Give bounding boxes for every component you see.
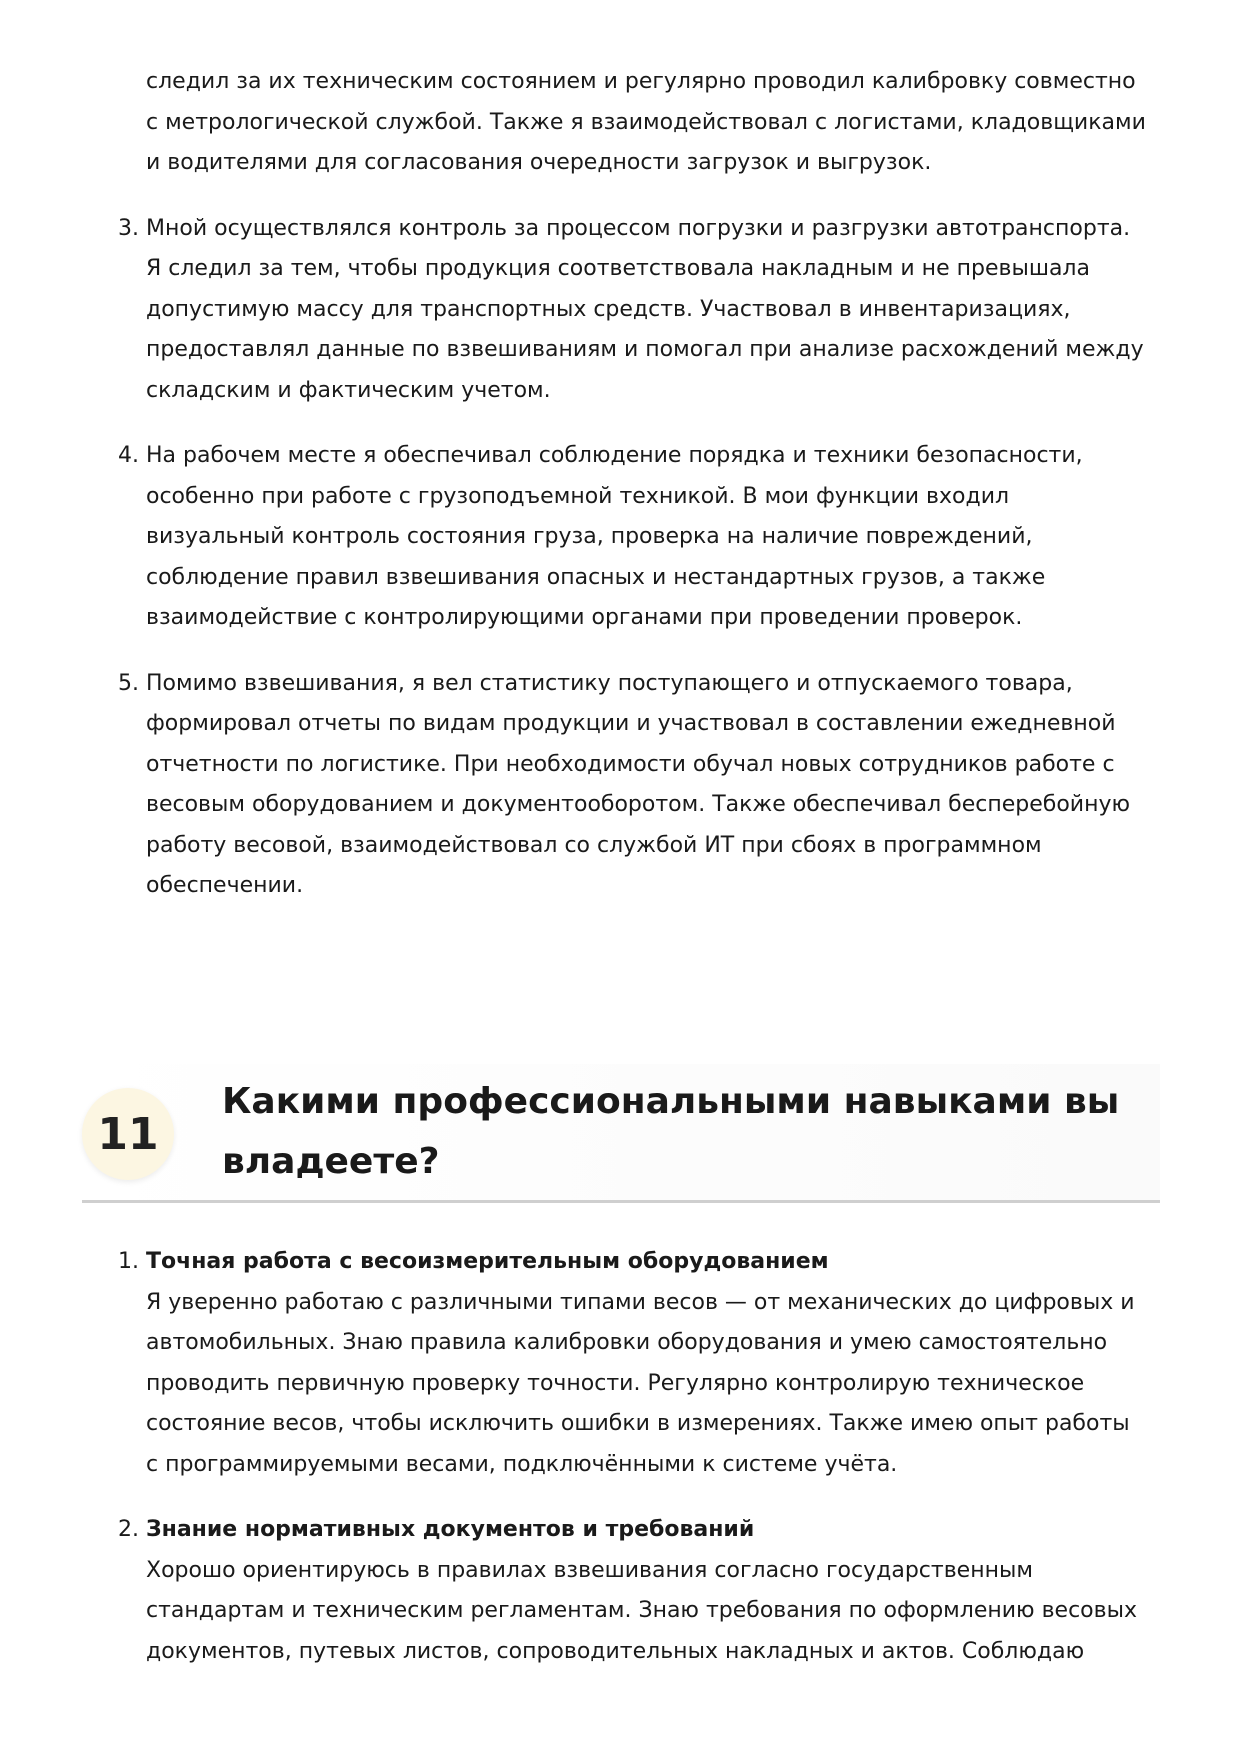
section-title: Какими профессиональными навыками вы владеете? xyxy=(222,1081,1120,1182)
list-item-number: 3. xyxy=(118,215,139,241)
section-number-badge: 11 xyxy=(82,1088,174,1180)
list-item xyxy=(0,209,1239,412)
list-item-title: Точная работа с весоизмерительным оборудованием xyxy=(146,1249,829,1274)
list-item-text: Я уверенно работаю с различными типами весов — от механических до цифровых и автомобильных. Знаю правила калибровки оборудования и умею самостоятельно проводить первичную проверку точности. Регулярно контролирую техническое состояние весов, чтобы исключить ошибки в измерениях. Также имею опыт работы с программируемыми весами, подключёнными к системе учёта. xyxy=(146,1289,1135,1477)
list-item xyxy=(0,1510,1239,1672)
experience-list xyxy=(0,62,1239,932)
section-heading xyxy=(82,1064,1160,1203)
skills-list xyxy=(0,1242,1239,1697)
list-item xyxy=(0,436,1239,639)
list-item-text: Хорошо ориентируюсь в правилах взвешивания согласно государственным стандартам и техническим регламентам. Знаю требования по оформлению весовых документов, путевых листов, сопроводительных накладных и актов. Соблюдаю xyxy=(146,1557,1137,1664)
list-item-number: 1. xyxy=(118,1249,139,1274)
list-item xyxy=(0,664,1239,907)
list-item-body xyxy=(146,1242,1146,1485)
list-item-number: 2. xyxy=(118,1517,139,1542)
list-item-text: На рабочем месте я обеспечивал соблюдение порядка и техники безопасности, особенно при работе с грузоподъемной техникой. В мои функции входил визуальный контроль состояния груза, проверка на наличие повреждений, соблюдение правил взвешивания опасных и нестандартных грузов, а также взаимодействие с контролирующими органами при проведении проверок. xyxy=(146,443,1083,630)
list-item-title: Знание нормативных документов и требований xyxy=(146,1517,755,1542)
list-item-text: следил за их техническим состоянием и регулярно проводил калибровку совместно с метрологической службой. Также я взаимодействовал с логистами, кладовщиками и водителями для согласования очередности загрузок и выгрузок. xyxy=(146,69,1146,175)
list-item-text: Мной осуществлялся контроль за процессом погрузки и разгрузки автотранспорта. Я следил за тем, чтобы продукция соответствовала накладным и не превышала допустимую массу для транспортных средств. Участвовал в инвентаризациях, предоставлял данные по взвешиваниям и помогал при анализе расхождений между складским и фактическим учетом. xyxy=(146,215,1144,403)
list-item-body xyxy=(146,1510,1146,1672)
list-item xyxy=(0,62,1239,184)
list-item-number: 4. xyxy=(118,443,139,468)
list-item-number: 5. xyxy=(118,670,139,696)
list-item xyxy=(0,1242,1239,1485)
list-item-text: Помимо взвешивания, я вел статистику поступающего и отпускаемого товара, формировал отчеты по видам продукции и участвовал в составлении ежедневной отчетности по логистике. При необходимости обучал новых сотрудников работе с весовым оборудованием и документооборотом. Также обеспечивал бесперебойную работу весовой, взаимодействовал со службой ИТ при сбоях в программном обеспечении. xyxy=(146,670,1131,898)
